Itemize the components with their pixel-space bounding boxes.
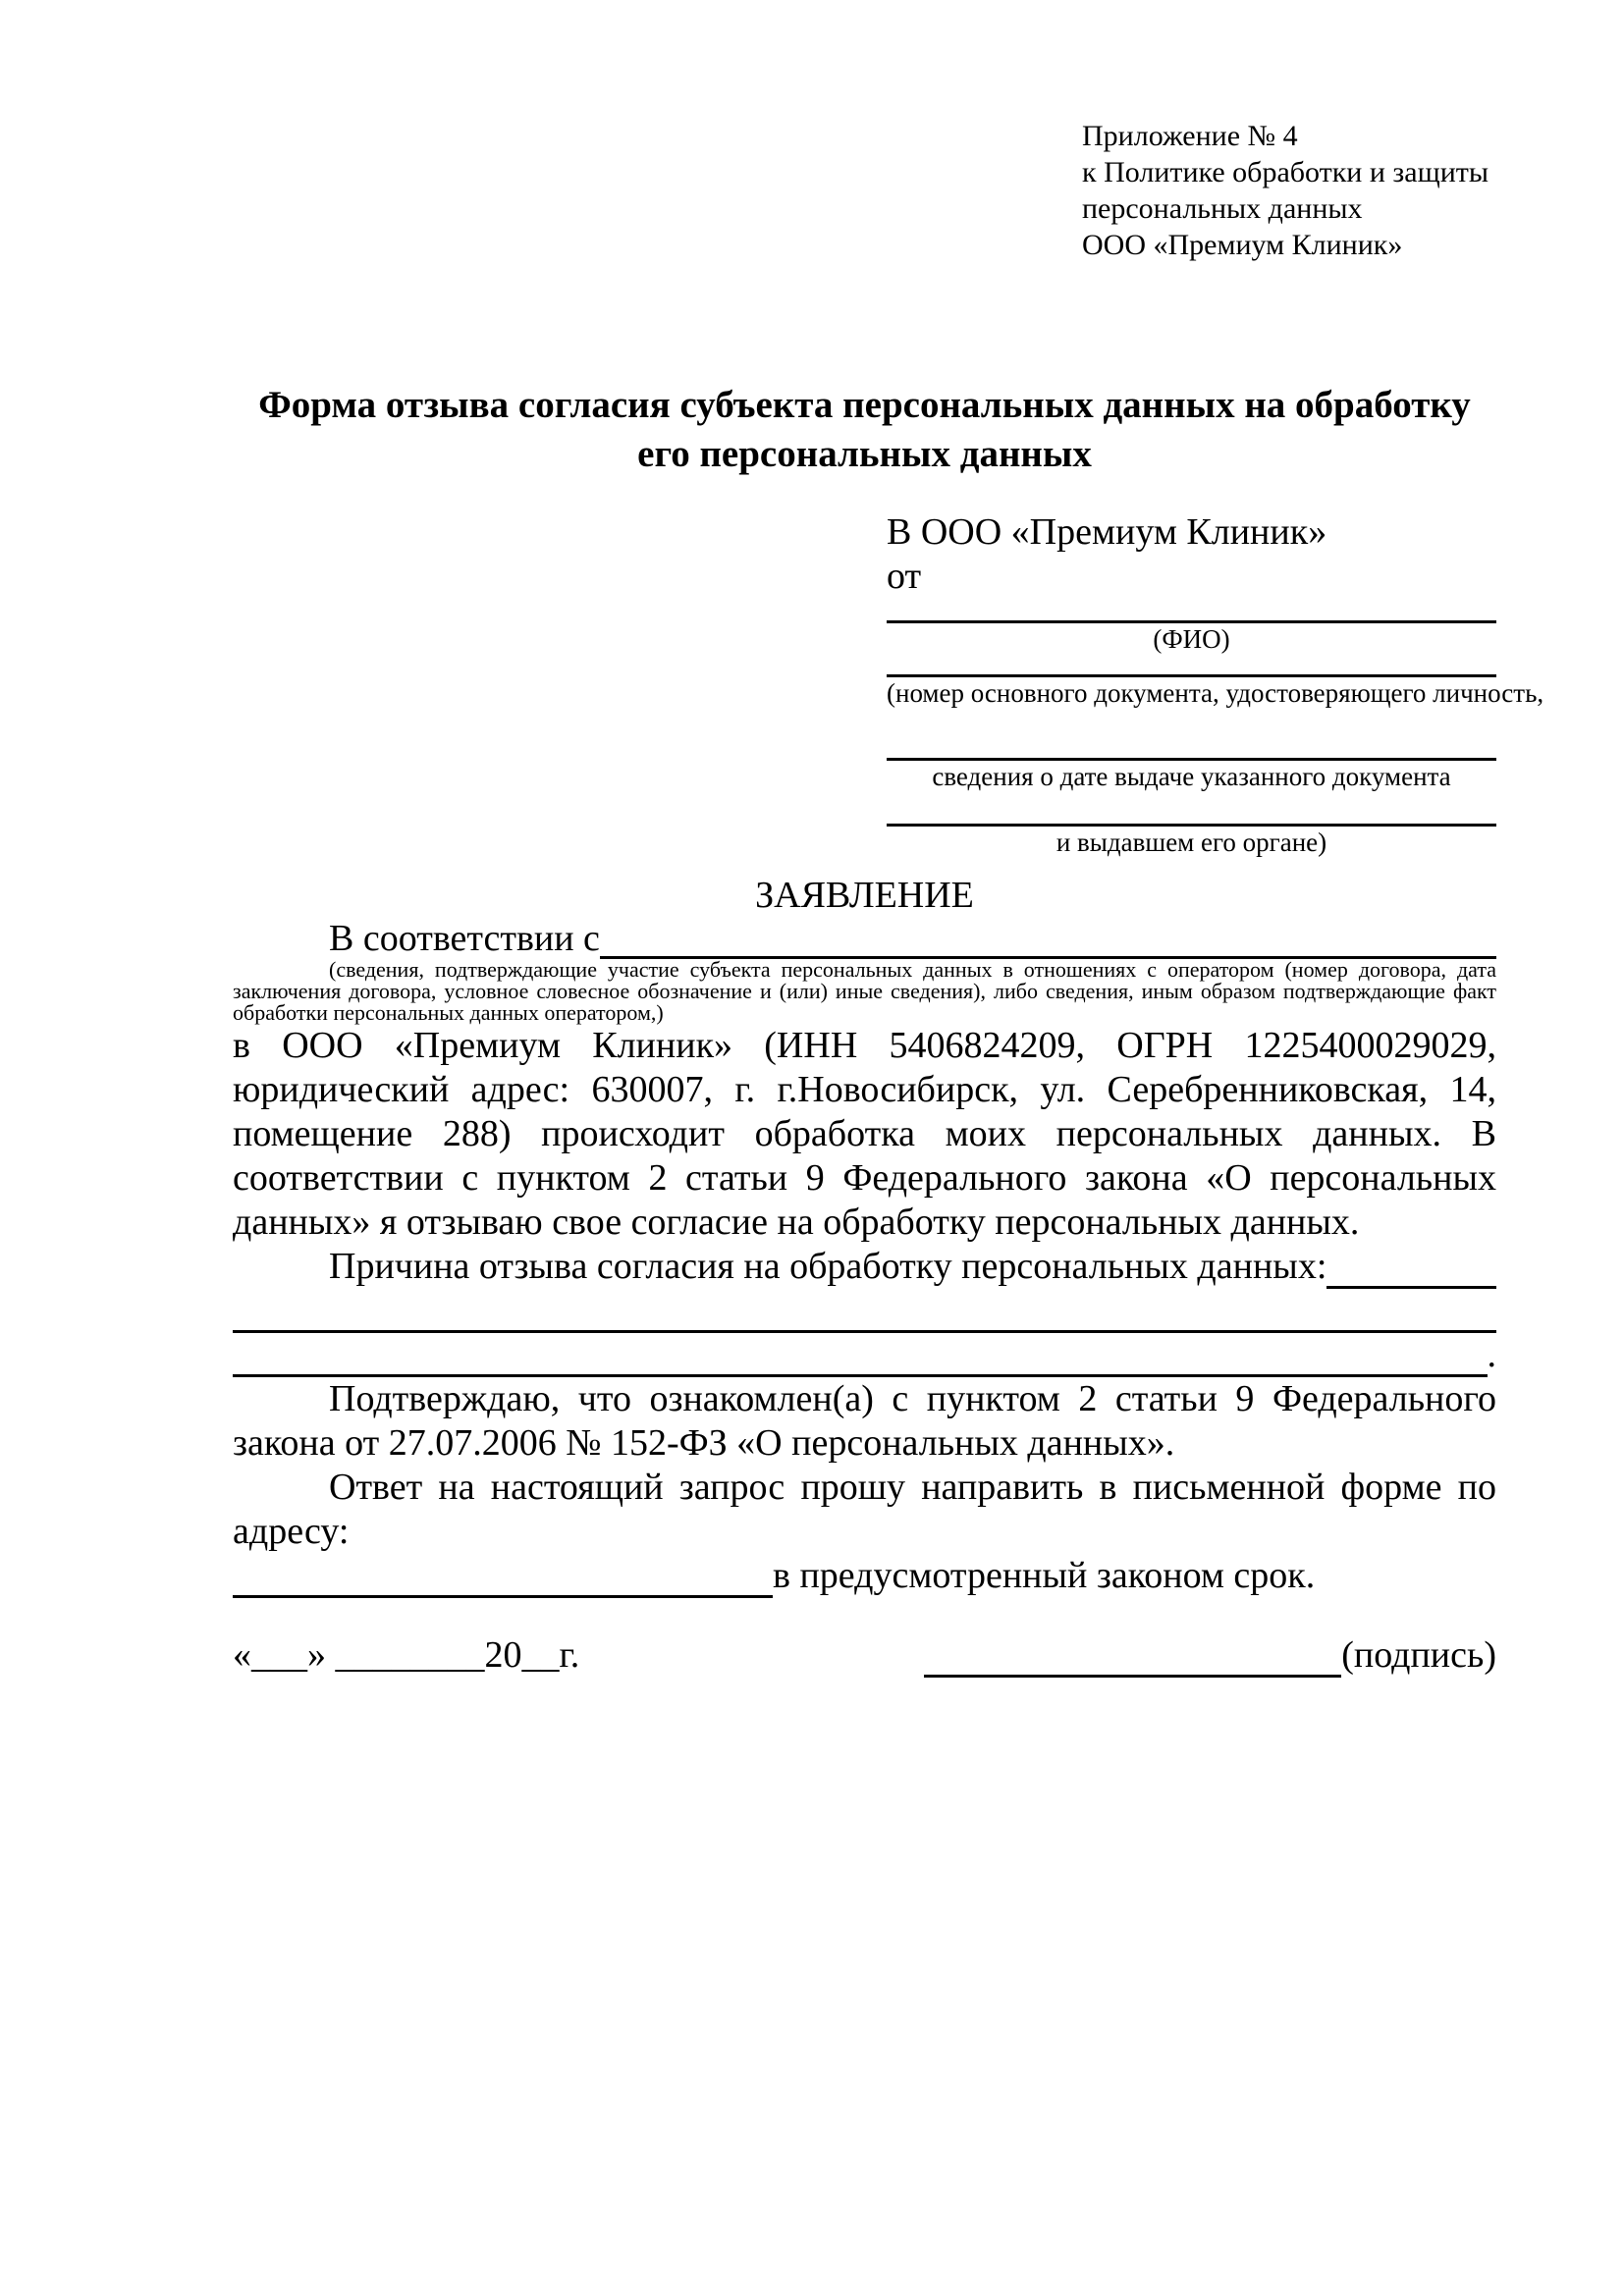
response-address-row: [233, 1554, 1496, 1598]
reason-line-1: [233, 1289, 1496, 1333]
issue-date-blank-line: [887, 709, 1496, 761]
footnote: (сведения, подтверждающие участие субъекта персональных данных в отношениях с оператором (номер договора, дата заключения договора, условное словесное обозначение и (или) иные сведения), либо сведения, иным образом подтверждающие факт обработки персональных данных оператором,): [233, 957, 1496, 1025]
intro-row: [233, 918, 1496, 959]
document-number-blank-line: [887, 655, 1496, 677]
appendix-header: [1082, 118, 1496, 263]
appendix-line: Приложение № 4: [1082, 120, 1298, 152]
date-field: «___» ________20__г.: [233, 1634, 580, 1676]
reason-row: [233, 1245, 1496, 1289]
reason-label: Причина отзыва согласия на обработку персональных данных:: [329, 1246, 1327, 1287]
signature-caption: (подпись): [1341, 1634, 1496, 1676]
addressee-block: [887, 510, 1544, 858]
response-request-paragraph: Ответ на настоящий запрос прошу направить в письменной форме по адресу:: [233, 1467, 1496, 1552]
appendix-line: персональных данных: [1082, 192, 1363, 225]
address-blank-line: [233, 1554, 773, 1598]
intro-prefix: В соответствии с: [329, 918, 600, 959]
appendix-line: ООО «Премиум Клиник»: [1082, 229, 1403, 261]
response-suffix: в предусмотренный законом срок.: [773, 1555, 1316, 1596]
statement-heading: ЗАЯВЛЕНИЕ: [755, 875, 974, 916]
document-title: Форма отзыва согласия субъекта персональных данных на обработку его персональных данных: [258, 384, 1471, 475]
reason-line-2: [233, 1333, 1496, 1377]
document-number-caption: (номер основного документа, удостоверяющего личность,: [887, 678, 1544, 708]
fio-blank-line: [887, 599, 1496, 623]
fio-caption: (ФИО): [1153, 624, 1230, 654]
reason-blank-line: [233, 1289, 1496, 1333]
addressee-from-label: от: [887, 556, 922, 597]
acknowledgement-paragraph: Подтверждаю, что ознакомлен(а) с пунктом 2 статьи 9 Федерального закона от 27.07.2006 № 152-ФЗ «О персональных данных».: [233, 1378, 1496, 1464]
date-signature-row: [233, 1633, 1496, 1678]
body-paragraph: в ООО «Премиум Клиник» (ИНН 5406824209, ОГРН 1225400029029, юридический адрес: 630007, г. г.Новосибирск, ул. Серебренниковская, 14, помещение 288) происходит обработка моих персональных данных. В соответствии с пунктом 2 статьи 9 Федерального закона «О персональных данных» я отзываю свое согласие на обработку персональных данных.: [233, 1025, 1496, 1243]
reason-blank-line: [1326, 1245, 1496, 1289]
intro-blank-line: [600, 918, 1496, 959]
issuing-authority-blank-line: [887, 792, 1496, 827]
signature-blank-line: [924, 1633, 1341, 1678]
reason-trailing-period: .: [1487, 1334, 1496, 1375]
addressee-organization: В ООО «Премиум Клиник»: [887, 511, 1327, 553]
issuing-authority-caption: и выдавшем его органе): [1056, 828, 1327, 857]
reason-blank-line: [233, 1333, 1488, 1377]
appendix-line: к Политике обработки и защиты: [1082, 156, 1489, 188]
issue-date-caption: сведения о дате выдаче указанного документа: [932, 762, 1451, 791]
